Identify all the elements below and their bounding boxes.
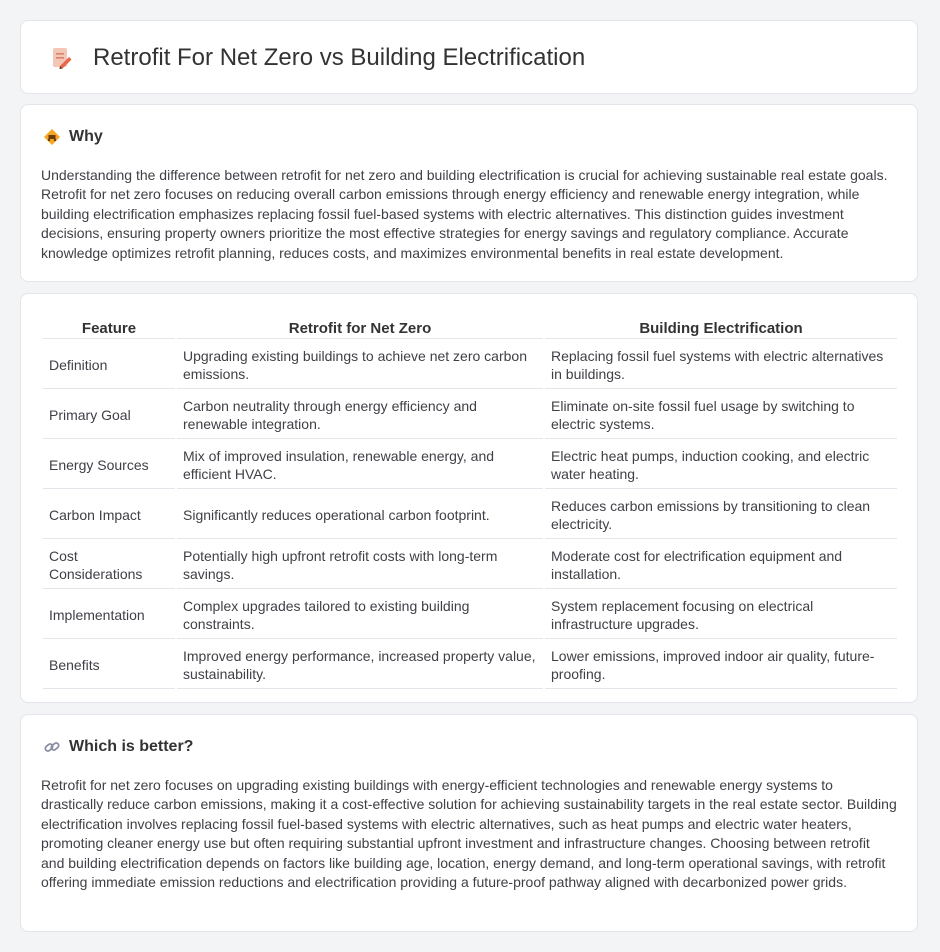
column-header: Retrofit for Net Zero: [177, 318, 543, 339]
retrofit-cell: Mix of improved insulation, renewable energy, and efficient HVAC.: [177, 441, 543, 489]
why-heading: Why: [69, 128, 103, 145]
table-row: [43, 541, 897, 589]
feature-cell: Definition: [43, 341, 175, 389]
retrofit-cell: Complex upgrades tailored to existing building constraints.: [177, 591, 543, 639]
electrification-cell: Replacing fossil fuel systems with electric alternatives in buildings.: [545, 341, 897, 389]
diamond-sign-icon: [43, 128, 61, 146]
comparison-section: [20, 293, 918, 703]
retrofit-cell: Significantly reduces operational carbon footprint.: [177, 491, 543, 539]
table-row: [43, 641, 897, 689]
document-pencil-icon: [49, 46, 73, 70]
which-is-better-section: [20, 714, 918, 932]
better-heading-row: [43, 737, 193, 757]
feature-cell: Carbon Impact: [43, 491, 175, 539]
electrification-cell: Moderate cost for electrification equipment and installation.: [545, 541, 897, 589]
link-icon: [43, 738, 61, 756]
table-row: [43, 441, 897, 489]
electrification-cell: Reduces carbon emissions by transitioning to clean electricity.: [545, 491, 897, 539]
better-heading: Which is better?: [69, 738, 194, 755]
feature-cell: Cost Considerations: [43, 541, 175, 589]
title-card: [20, 20, 918, 94]
feature-cell: Primary Goal: [43, 391, 175, 439]
why-heading-row: [43, 127, 103, 147]
table-row: [43, 491, 897, 539]
feature-cell: Benefits: [43, 641, 175, 689]
comparison-table: [41, 316, 899, 691]
electrification-cell: Eliminate on-site fossil fuel usage by switching to electric systems.: [545, 391, 897, 439]
table-row: [43, 341, 897, 389]
electrification-cell: Electric heat pumps, induction cooking, and electric water heating.: [545, 441, 897, 489]
retrofit-cell: Upgrading existing buildings to achieve net zero carbon emissions.: [177, 341, 543, 389]
better-text: Retrofit for net zero focuses on upgrading existing buildings with energy-efficient technologies and renewable energy systems to drastically reduce carbon emissions, making it a cost-effective solution for achieving sustainability targets in the real estate sector. Building electrification involves replacing fossil fuel-based systems with electric alternatives, such as heat pumps and electric water heaters, promoting cleaner energy use but often requiring substantial upfront investment and infrastructure changes. Choosing between retrofit and building electrification depends on factors like building age, location, energy demand, and long-term operational savings, with retrofit offering immediate emission reductions and electrification providing a future-proof pathway aligned with decarbonized power grids.: [41, 777, 897, 891]
column-header: Feature: [43, 318, 175, 339]
retrofit-cell: Improved energy performance, increased property value, sustainability.: [177, 641, 543, 689]
page-title: Retrofit For Net Zero vs Building Electrification: [93, 44, 586, 71]
table-row: [43, 391, 897, 439]
feature-cell: Implementation: [43, 591, 175, 639]
table-header-row: [43, 318, 897, 339]
retrofit-cell: Carbon neutrality through energy efficiency and renewable integration.: [177, 391, 543, 439]
electrification-cell: System replacement focusing on electrical infrastructure upgrades.: [545, 591, 897, 639]
why-section: [20, 104, 918, 282]
column-header: Building Electrification: [545, 318, 897, 339]
table-row: [43, 591, 897, 639]
why-text: Understanding the difference between retrofit for net zero and building electrification is crucial for achieving sustainable real estate goals. Retrofit for net zero focuses on reducing overall carbon emissions through energy efficiency and renewable energy integration, while building electrification emphasizes replacing fossil fuel-based systems with electric alternatives. This distinction guides investment decisions, ensuring property owners prioritize the most effective strategies for energy savings and regulatory compliance. Accurate knowledge optimizes retrofit planning, reduces costs, and maximizes environmental benefits in real estate development.: [41, 167, 888, 261]
feature-cell: Energy Sources: [43, 441, 175, 489]
retrofit-cell: Potentially high upfront retrofit costs with long-term savings.: [177, 541, 543, 589]
electrification-cell: Lower emissions, improved indoor air quality, future-proofing.: [545, 641, 897, 689]
